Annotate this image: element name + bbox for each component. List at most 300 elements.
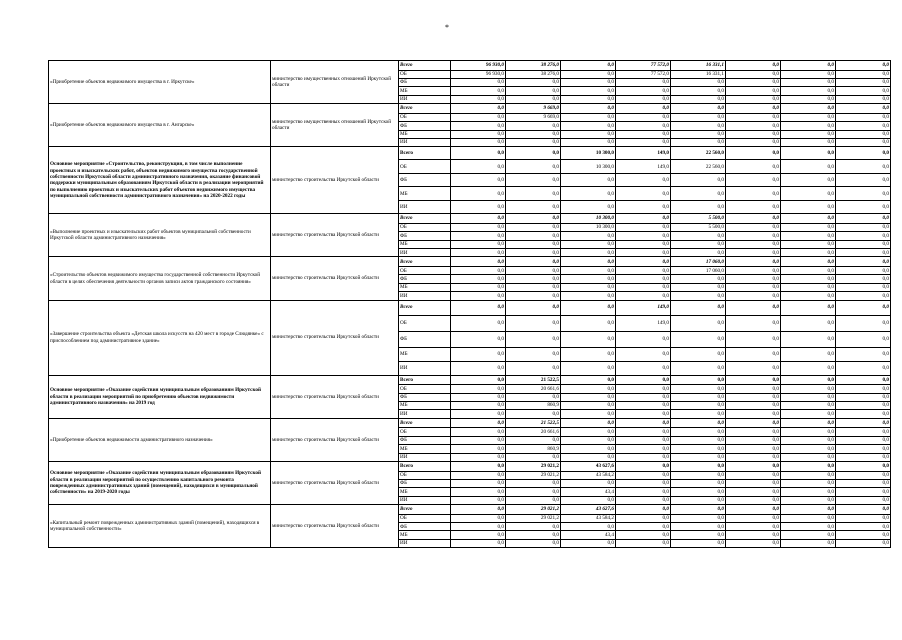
amount-cell: 0,0 bbox=[451, 461, 506, 471]
amount-cell: 0,0 bbox=[616, 479, 671, 487]
funding-source: МБ bbox=[399, 130, 451, 138]
table-row-total bbox=[49, 214, 891, 224]
amount-cell: 16 331,1 bbox=[671, 70, 726, 78]
amount-cell: 0,0 bbox=[781, 283, 836, 291]
amount-cell: 0,0 bbox=[671, 347, 726, 361]
amount-cell: 0,0 bbox=[781, 70, 836, 78]
amount-cell: 0,0 bbox=[506, 300, 561, 315]
amount-cell: 0,0 bbox=[616, 138, 671, 146]
amount-cell: 0,0 bbox=[561, 361, 616, 375]
amount-cell: 0,0 bbox=[451, 232, 506, 240]
amount-cell: 0,0 bbox=[781, 232, 836, 240]
amount-cell: 0,0 bbox=[451, 292, 506, 300]
amount-cell: 0,0 bbox=[451, 113, 506, 121]
funding-source: ФБ bbox=[399, 174, 451, 187]
amount-cell: 0,0 bbox=[836, 361, 891, 375]
amount-cell: 0,0 bbox=[506, 292, 561, 300]
amount-cell: 29 021,2 bbox=[506, 461, 561, 471]
amount-cell: 149,0 bbox=[616, 147, 671, 160]
amount-cell: 9 669,0 bbox=[506, 104, 561, 114]
amount-cell: 0,0 bbox=[781, 61, 836, 71]
page-mark: * bbox=[445, 23, 449, 32]
amount-cell: 0,0 bbox=[451, 201, 506, 214]
amount-cell: 0,0 bbox=[616, 514, 671, 522]
amount-cell: 0,0 bbox=[671, 445, 726, 453]
amount-cell: 0,0 bbox=[506, 147, 561, 160]
amount-cell: 0,0 bbox=[781, 514, 836, 522]
amount-cell: 0,0 bbox=[781, 531, 836, 539]
amount-cell: 0,0 bbox=[781, 113, 836, 121]
funding-source: МБ bbox=[399, 283, 451, 291]
amount-cell: 0,0 bbox=[781, 436, 836, 444]
amount-cell: 0,0 bbox=[781, 223, 836, 231]
amount-cell: 0,0 bbox=[836, 292, 891, 300]
amount-cell: 0,0 bbox=[506, 232, 561, 240]
amount-cell: 0,0 bbox=[616, 240, 671, 248]
amount-cell: 0,0 bbox=[506, 130, 561, 138]
amount-cell: 0,0 bbox=[781, 292, 836, 300]
amount-cell: 29 021,2 bbox=[506, 514, 561, 522]
funding-source: ФБ bbox=[399, 436, 451, 444]
amount-cell: 0,0 bbox=[616, 523, 671, 531]
amount-cell: 0,0 bbox=[616, 361, 671, 375]
amount-cell: 0,0 bbox=[506, 275, 561, 283]
amount-cell: 0,0 bbox=[836, 138, 891, 146]
amount-cell: 29 021,2 bbox=[506, 505, 561, 515]
amount-cell: 0,0 bbox=[726, 130, 781, 138]
amount-cell: 0,0 bbox=[506, 187, 561, 201]
amount-cell: 0,0 bbox=[836, 375, 891, 385]
responsible-executor: министерство строительства Иркутской области bbox=[271, 214, 399, 257]
amount-cell: 0,0 bbox=[671, 428, 726, 436]
amount-cell: 0,0 bbox=[726, 436, 781, 444]
amount-cell: 17 060,0 bbox=[671, 257, 726, 267]
amount-cell: 0,0 bbox=[781, 315, 836, 331]
amount-cell: 0,0 bbox=[451, 347, 506, 361]
amount-cell: 0,0 bbox=[726, 187, 781, 201]
amount-cell: 0,0 bbox=[451, 275, 506, 283]
main-activity-name: Основное мероприятие «Оказание содействия муниципальным образованиям Иркутской области в реализации мероприятий по осуществлению капитального ремонта поврежденных административных зданий (помещений), находящихся в муниципальной собственности» на 2019-2020 годы bbox=[49, 461, 271, 504]
amount-cell: 0,0 bbox=[781, 87, 836, 95]
amount-cell: 0,0 bbox=[726, 223, 781, 231]
amount-cell: 0,0 bbox=[781, 410, 836, 418]
amount-cell: 0,0 bbox=[561, 104, 616, 114]
funding-source: ОБ bbox=[399, 223, 451, 231]
amount-cell: 0,0 bbox=[451, 315, 506, 331]
amount-cell: 0,0 bbox=[451, 78, 506, 86]
responsible-executor: министерство строительства Иркутской области bbox=[271, 375, 399, 418]
amount-cell: 0,0 bbox=[836, 113, 891, 121]
amount-cell: 0,0 bbox=[616, 87, 671, 95]
amount-cell: 0,0 bbox=[836, 130, 891, 138]
amount-cell: 0,0 bbox=[671, 240, 726, 248]
amount-cell: 0,0 bbox=[616, 187, 671, 201]
amount-cell: 0,0 bbox=[616, 488, 671, 496]
amount-cell: 0,0 bbox=[726, 104, 781, 114]
amount-cell: 0,0 bbox=[561, 201, 616, 214]
amount-cell: 0,0 bbox=[781, 122, 836, 130]
amount-cell: 0,0 bbox=[561, 113, 616, 121]
amount-cell: 0,0 bbox=[781, 257, 836, 267]
amount-cell: 0,0 bbox=[561, 523, 616, 531]
amount-cell: 0,0 bbox=[451, 87, 506, 95]
amount-cell: 0,0 bbox=[561, 496, 616, 504]
amount-cell: 0,0 bbox=[836, 402, 891, 410]
amount-cell: 0,0 bbox=[671, 122, 726, 130]
amount-cell: 43 584,2 bbox=[561, 514, 616, 522]
activity-name: «Завершение строительства объекта «Детская школа искусств на 420 мест в городе Слюдянке» с приспособлением под административное здание» bbox=[49, 300, 271, 375]
amount-cell: 0,0 bbox=[836, 488, 891, 496]
amount-cell: 5 500,0 bbox=[671, 223, 726, 231]
amount-cell: 0,0 bbox=[451, 436, 506, 444]
amount-cell: 0,0 bbox=[616, 375, 671, 385]
amount-cell: 0,0 bbox=[781, 445, 836, 453]
amount-cell: 0,0 bbox=[726, 214, 781, 224]
amount-cell: 0,0 bbox=[781, 402, 836, 410]
amount-cell: 0,0 bbox=[726, 428, 781, 436]
amount-cell: 0,0 bbox=[451, 531, 506, 539]
table-row-total bbox=[49, 104, 891, 114]
table-row-total bbox=[49, 461, 891, 471]
amount-cell: 9 669,0 bbox=[506, 113, 561, 121]
amount-cell: 0,0 bbox=[506, 174, 561, 187]
amount-cell: 10 300,0 bbox=[561, 160, 616, 174]
amount-cell: 0,0 bbox=[836, 122, 891, 130]
amount-cell: 0,0 bbox=[836, 496, 891, 504]
amount-cell: 77 572,0 bbox=[616, 70, 671, 78]
amount-cell: 0,0 bbox=[506, 347, 561, 361]
funding-source: МБ bbox=[399, 402, 451, 410]
amount-cell: 0,0 bbox=[671, 410, 726, 418]
amount-cell: 0,0 bbox=[561, 479, 616, 487]
funding-source: ОБ bbox=[399, 428, 451, 436]
table-row-total bbox=[49, 300, 891, 315]
funding-source: ФБ bbox=[399, 232, 451, 240]
main-activity-name: Основное мероприятие «Оказание содействия муниципальным образованиям Иркутской области в реализации мероприятий по приобретению объектов недвижимости административного назначения» на 2019 год bbox=[49, 375, 271, 418]
amount-cell: 0,0 bbox=[506, 201, 561, 214]
amount-cell: 0,0 bbox=[506, 78, 561, 86]
amount-cell: 860,9 bbox=[506, 402, 561, 410]
amount-cell: 0,0 bbox=[726, 87, 781, 95]
amount-cell: 0,0 bbox=[616, 201, 671, 214]
amount-cell: 0,0 bbox=[616, 283, 671, 291]
amount-cell: 0,0 bbox=[451, 240, 506, 248]
amount-cell: 0,0 bbox=[836, 214, 891, 224]
amount-cell: 20 661,6 bbox=[506, 428, 561, 436]
amount-cell: 0,0 bbox=[781, 214, 836, 224]
funding-source: МБ bbox=[399, 531, 451, 539]
amount-cell: 0,0 bbox=[671, 453, 726, 461]
budget-table-body bbox=[49, 61, 891, 548]
amount-cell: 0,0 bbox=[726, 331, 781, 347]
amount-cell: 0,0 bbox=[726, 361, 781, 375]
amount-cell: 0,0 bbox=[726, 275, 781, 283]
amount-cell: 0,0 bbox=[616, 275, 671, 283]
amount-cell: 77 572,0 bbox=[616, 61, 671, 71]
funding-source: Всего bbox=[399, 61, 451, 71]
amount-cell: 0,0 bbox=[781, 174, 836, 187]
amount-cell: 0,0 bbox=[671, 505, 726, 515]
amount-cell: 43 627,6 bbox=[561, 505, 616, 515]
amount-cell: 0,0 bbox=[671, 249, 726, 257]
amount-cell: 0,0 bbox=[836, 539, 891, 547]
amount-cell: 0,0 bbox=[616, 453, 671, 461]
amount-cell: 0,0 bbox=[506, 122, 561, 130]
amount-cell: 0,0 bbox=[836, 78, 891, 86]
amount-cell: 0,0 bbox=[726, 445, 781, 453]
activity-name: «Строительство объектов недвижимого имущества государственной собственности Иркутской области в целях обеспечения деятельности органов записи актов гражданского состояния» bbox=[49, 257, 271, 300]
amount-cell: 21 522,5 bbox=[506, 418, 561, 428]
amount-cell: 0,0 bbox=[836, 104, 891, 114]
funding-source: ФБ bbox=[399, 393, 451, 401]
amount-cell: 0,0 bbox=[836, 385, 891, 393]
funding-source: ОБ bbox=[399, 267, 451, 275]
amount-cell: 0,0 bbox=[506, 315, 561, 331]
amount-cell: 0,0 bbox=[561, 78, 616, 86]
amount-cell: 10 300,0 bbox=[561, 214, 616, 224]
amount-cell: 0,0 bbox=[451, 147, 506, 160]
amount-cell: 96 930,0 bbox=[451, 70, 506, 78]
amount-cell: 0,0 bbox=[726, 300, 781, 315]
amount-cell: 0,0 bbox=[616, 539, 671, 547]
amount-cell: 0,0 bbox=[671, 523, 726, 531]
amount-cell: 0,0 bbox=[506, 410, 561, 418]
amount-cell: 43,4 bbox=[561, 488, 616, 496]
funding-source: МБ bbox=[399, 347, 451, 361]
amount-cell: 38 276,0 bbox=[506, 70, 561, 78]
funding-source: МБ bbox=[399, 187, 451, 201]
amount-cell: 0,0 bbox=[726, 461, 781, 471]
amount-cell: 0,0 bbox=[451, 505, 506, 515]
amount-cell: 0,0 bbox=[561, 249, 616, 257]
amount-cell: 0,0 bbox=[836, 275, 891, 283]
table-row-total bbox=[49, 147, 891, 160]
amount-cell: 0,0 bbox=[836, 445, 891, 453]
funding-source: Всего bbox=[399, 375, 451, 385]
amount-cell: 0,0 bbox=[726, 315, 781, 331]
amount-cell: 149,0 bbox=[616, 160, 671, 174]
amount-cell: 0,0 bbox=[561, 331, 616, 347]
amount-cell: 0,0 bbox=[671, 331, 726, 347]
amount-cell: 0,0 bbox=[561, 70, 616, 78]
funding-source: ИИ bbox=[399, 249, 451, 257]
amount-cell: 0,0 bbox=[451, 410, 506, 418]
amount-cell: 0,0 bbox=[781, 361, 836, 375]
funding-source: Всего bbox=[399, 418, 451, 428]
amount-cell: 43 584,2 bbox=[561, 471, 616, 479]
amount-cell: 0,0 bbox=[451, 257, 506, 267]
amount-cell: 0,0 bbox=[726, 479, 781, 487]
amount-cell: 0,0 bbox=[781, 471, 836, 479]
amount-cell: 0,0 bbox=[671, 174, 726, 187]
amount-cell: 0,0 bbox=[726, 78, 781, 86]
amount-cell: 0,0 bbox=[671, 130, 726, 138]
activity-name: «Приобретение объектов недвижимого имущества в г. Ангарске» bbox=[49, 104, 271, 147]
amount-cell: 0,0 bbox=[616, 402, 671, 410]
amount-cell: 0,0 bbox=[726, 418, 781, 428]
amount-cell: 0,0 bbox=[451, 445, 506, 453]
amount-cell: 149,0 bbox=[616, 300, 671, 315]
amount-cell: 0,0 bbox=[836, 223, 891, 231]
amount-cell: 0,0 bbox=[781, 249, 836, 257]
amount-cell: 0,0 bbox=[561, 436, 616, 444]
amount-cell: 0,0 bbox=[506, 539, 561, 547]
funding-source: ИИ bbox=[399, 95, 451, 103]
amount-cell: 0,0 bbox=[506, 531, 561, 539]
amount-cell: 0,0 bbox=[451, 249, 506, 257]
amount-cell: 0,0 bbox=[836, 418, 891, 428]
amount-cell: 0,0 bbox=[836, 174, 891, 187]
amount-cell: 0,0 bbox=[726, 122, 781, 130]
amount-cell: 0,0 bbox=[836, 461, 891, 471]
amount-cell: 0,0 bbox=[506, 523, 561, 531]
amount-cell: 22 560,0 bbox=[671, 160, 726, 174]
amount-cell: 0,0 bbox=[671, 496, 726, 504]
amount-cell: 0,0 bbox=[561, 347, 616, 361]
amount-cell: 0,0 bbox=[836, 201, 891, 214]
amount-cell: 0,0 bbox=[616, 214, 671, 224]
table-row-total bbox=[49, 257, 891, 267]
responsible-executor: министерство строительства Иркутской области bbox=[271, 461, 399, 504]
amount-cell: 0,0 bbox=[726, 292, 781, 300]
amount-cell: 0,0 bbox=[506, 87, 561, 95]
amount-cell: 0,0 bbox=[561, 257, 616, 267]
amount-cell: 0,0 bbox=[616, 505, 671, 515]
amount-cell: 0,0 bbox=[616, 78, 671, 86]
amount-cell: 0,0 bbox=[671, 393, 726, 401]
funding-source: Всего bbox=[399, 104, 451, 114]
amount-cell: 0,0 bbox=[451, 187, 506, 201]
amount-cell: 0,0 bbox=[836, 523, 891, 531]
amount-cell: 0,0 bbox=[671, 232, 726, 240]
amount-cell: 0,0 bbox=[506, 453, 561, 461]
amount-cell: 0,0 bbox=[616, 130, 671, 138]
amount-cell: 0,0 bbox=[781, 428, 836, 436]
amount-cell: 0,0 bbox=[561, 95, 616, 103]
amount-cell: 0,0 bbox=[616, 410, 671, 418]
funding-source: ИИ bbox=[399, 292, 451, 300]
amount-cell: 0,0 bbox=[561, 187, 616, 201]
amount-cell: 0,0 bbox=[671, 402, 726, 410]
amount-cell: 0,0 bbox=[726, 505, 781, 515]
funding-source: ОБ bbox=[399, 70, 451, 78]
amount-cell: 0,0 bbox=[506, 331, 561, 347]
amount-cell: 0,0 bbox=[616, 122, 671, 130]
amount-cell: 0,0 bbox=[726, 385, 781, 393]
amount-cell: 5 500,0 bbox=[671, 214, 726, 224]
amount-cell: 0,0 bbox=[836, 347, 891, 361]
amount-cell: 0,0 bbox=[836, 410, 891, 418]
amount-cell: 0,0 bbox=[726, 147, 781, 160]
amount-cell: 0,0 bbox=[726, 496, 781, 504]
amount-cell: 0,0 bbox=[671, 315, 726, 331]
amount-cell: 0,0 bbox=[671, 138, 726, 146]
amount-cell: 0,0 bbox=[561, 300, 616, 315]
amount-cell: 0,0 bbox=[726, 402, 781, 410]
amount-cell: 0,0 bbox=[726, 174, 781, 187]
activity-name: «Приобретение объектов недвижимого имущества в г. Иркутске» bbox=[49, 61, 271, 104]
funding-source: Всего bbox=[399, 147, 451, 160]
funding-source: ИИ bbox=[399, 453, 451, 461]
amount-cell: 0,0 bbox=[451, 385, 506, 393]
amount-cell: 0,0 bbox=[451, 488, 506, 496]
amount-cell: 0,0 bbox=[616, 113, 671, 121]
amount-cell: 0,0 bbox=[561, 418, 616, 428]
responsible-executor: министерство строительства Иркутской области bbox=[271, 505, 399, 548]
amount-cell: 0,0 bbox=[836, 95, 891, 103]
amount-cell: 0,0 bbox=[726, 375, 781, 385]
amount-cell: 0,0 bbox=[836, 257, 891, 267]
table-row-total bbox=[49, 505, 891, 515]
amount-cell: 0,0 bbox=[561, 130, 616, 138]
amount-cell: 20 661,6 bbox=[506, 385, 561, 393]
amount-cell: 0,0 bbox=[726, 523, 781, 531]
amount-cell: 0,0 bbox=[451, 130, 506, 138]
amount-cell: 0,0 bbox=[451, 104, 506, 114]
amount-cell: 0,0 bbox=[561, 410, 616, 418]
amount-cell: 0,0 bbox=[781, 347, 836, 361]
amount-cell: 0,0 bbox=[781, 95, 836, 103]
amount-cell: 0,0 bbox=[671, 87, 726, 95]
amount-cell: 0,0 bbox=[451, 402, 506, 410]
amount-cell: 0,0 bbox=[616, 436, 671, 444]
amount-cell: 0,0 bbox=[616, 471, 671, 479]
amount-cell: 0,0 bbox=[506, 436, 561, 444]
table-row-total bbox=[49, 375, 891, 385]
amount-cell: 0,0 bbox=[451, 479, 506, 487]
amount-cell: 0,0 bbox=[781, 523, 836, 531]
amount-cell: 0,0 bbox=[506, 240, 561, 248]
amount-cell: 0,0 bbox=[671, 275, 726, 283]
amount-cell: 0,0 bbox=[561, 61, 616, 71]
funding-source: Всего bbox=[399, 214, 451, 224]
amount-cell: 29 021,2 bbox=[506, 471, 561, 479]
amount-cell: 0,0 bbox=[451, 539, 506, 547]
funding-source: ФБ bbox=[399, 523, 451, 531]
amount-cell: 0,0 bbox=[671, 479, 726, 487]
amount-cell: 0,0 bbox=[506, 488, 561, 496]
funding-source: МБ bbox=[399, 240, 451, 248]
amount-cell: 0,0 bbox=[836, 240, 891, 248]
budget-table bbox=[48, 60, 891, 548]
amount-cell: 0,0 bbox=[506, 95, 561, 103]
amount-cell: 0,0 bbox=[451, 300, 506, 315]
amount-cell: 0,0 bbox=[781, 453, 836, 461]
amount-cell: 0,0 bbox=[451, 514, 506, 522]
amount-cell: 0,0 bbox=[561, 174, 616, 187]
responsible-executor: министерство строительства Иркутской области bbox=[271, 418, 399, 461]
table-row-total bbox=[49, 61, 891, 71]
amount-cell: 0,0 bbox=[781, 300, 836, 315]
amount-cell: 0,0 bbox=[451, 214, 506, 224]
amount-cell: 0,0 bbox=[451, 223, 506, 231]
amount-cell: 0,0 bbox=[726, 393, 781, 401]
amount-cell: 0,0 bbox=[671, 292, 726, 300]
table-row-total bbox=[49, 418, 891, 428]
amount-cell: 0,0 bbox=[836, 283, 891, 291]
amount-cell: 0,0 bbox=[781, 331, 836, 347]
funding-source: ОБ bbox=[399, 315, 451, 331]
amount-cell: 0,0 bbox=[616, 249, 671, 257]
funding-source: ОБ bbox=[399, 160, 451, 174]
amount-cell: 0,0 bbox=[781, 461, 836, 471]
amount-cell: 0,0 bbox=[726, 138, 781, 146]
amount-cell: 0,0 bbox=[506, 223, 561, 231]
amount-cell: 0,0 bbox=[781, 201, 836, 214]
amount-cell: 0,0 bbox=[836, 436, 891, 444]
amount-cell: 0,0 bbox=[671, 436, 726, 444]
amount-cell: 0,0 bbox=[616, 267, 671, 275]
